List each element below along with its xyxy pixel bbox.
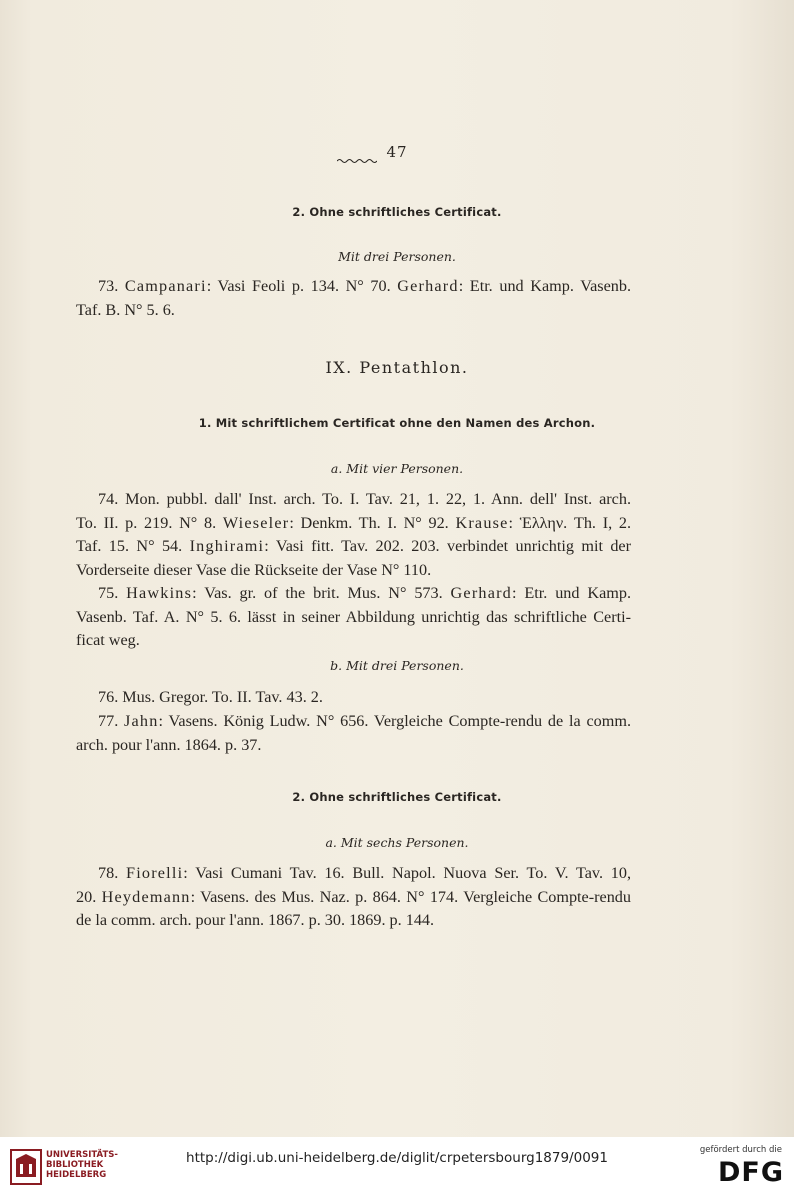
entry-line: To. II. p. 219. N° 8. Wieseler: Denkm. Th. I. N° 92. Krause: Ἑλλην. Th. I, 2.	[76, 513, 631, 532]
chapter-title: IX. Pentathlon.	[325, 358, 469, 377]
entry-line: 75. Hawkins: Vas. gr. of the brit. Mus. N° 573. Gerhard: Etr. und Kamp.	[98, 584, 631, 602]
entry-line: 73. Campanari: Vasi Feoli p. 134. N° 70. Gerhard: Etr. und Kamp. Vasenb.	[98, 277, 631, 295]
subsection-title: a. Mit vier Personen.	[330, 461, 464, 476]
section-heading: 1. Mit schriftlichem Certificat ohne den Namen des Archon.	[198, 416, 596, 430]
catalog-entry-75	[76, 582, 631, 653]
entry-line: 20. Heydemann: Vasens. des Mus. Naz. p. 864. N° 174. Vergleiche Compte-rendu	[76, 887, 631, 906]
entry-line: de la comm. arch. pour l'ann. 1867. p. 30. 1869. p. 144.	[76, 911, 435, 929]
page-number-flourish	[337, 158, 377, 164]
viewer-footer	[0, 1137, 794, 1195]
catalog-entry-73	[76, 275, 631, 322]
entry-line: Vorderseite dieser Vase die Rückseite der Vase N° 110.	[76, 560, 432, 579]
entry-line: 74. Mon. pubbl. dall' Inst. arch. To. I. Tav. 21, 1. 22, 1. Ann. dell' Inst. arch.	[98, 490, 631, 508]
entry-line: arch. pour l'ann. 1864. p. 37.	[76, 735, 262, 754]
entry-line: ficat weg.	[76, 631, 140, 649]
subsection-title: b. Mit drei Personen.	[330, 658, 464, 673]
library-name-line: UNIVERSITÄTS-	[46, 1150, 118, 1160]
catalog-entry-74	[76, 488, 631, 582]
entry-line: 76. Mus. Gregor. To. II. Tav. 43. 2.	[98, 688, 323, 706]
entry-line: Vasenb. Taf. A. N° 5. 6. lässt in seiner Abbildung unrichtig das schriftliche Certi-	[76, 607, 631, 626]
funding-text: gefördert durch die	[699, 1145, 782, 1155]
subsection-title: a. Mit sechs Personen.	[325, 835, 469, 850]
subsection-title: Mit drei Personen.	[338, 249, 456, 264]
dfg-logo: DFG	[717, 1157, 784, 1188]
library-name-line: HEIDELBERG	[46, 1170, 107, 1180]
entry-line: Taf. B. N° 5. 6.	[76, 300, 175, 319]
section-heading: 2. Ohne schriftliches Certificat.	[292, 790, 502, 804]
catalog-entry-77	[76, 710, 631, 757]
section-heading: 2. Ohne schriftliches Certificat.	[292, 205, 502, 219]
catalog-entry-76	[76, 686, 631, 710]
entry-line: 77. Jahn: Vasens. König Ludw. N° 656. Vergleiche Compte-rendu de la comm.	[98, 712, 631, 730]
catalog-entry-78	[76, 862, 631, 933]
page-number: 47	[386, 143, 408, 161]
library-name-line: BIBLIOTHEK	[46, 1160, 104, 1170]
permalink-url[interactable]: http://digi.ub.uni-heidelberg.de/diglit/crpetersbourg1879/0091	[186, 1150, 608, 1166]
entry-line: 78. Fiorelli: Vasi Cumani Tav. 16. Bull. Napol. Nuova Ser. To. V. Tav. 10,	[98, 864, 632, 882]
entry-line: Taf. 15. N° 54. Inghirami: Vasi fitt. Tav. 202. 203. verbindet unrichtig mit der	[76, 537, 632, 555]
